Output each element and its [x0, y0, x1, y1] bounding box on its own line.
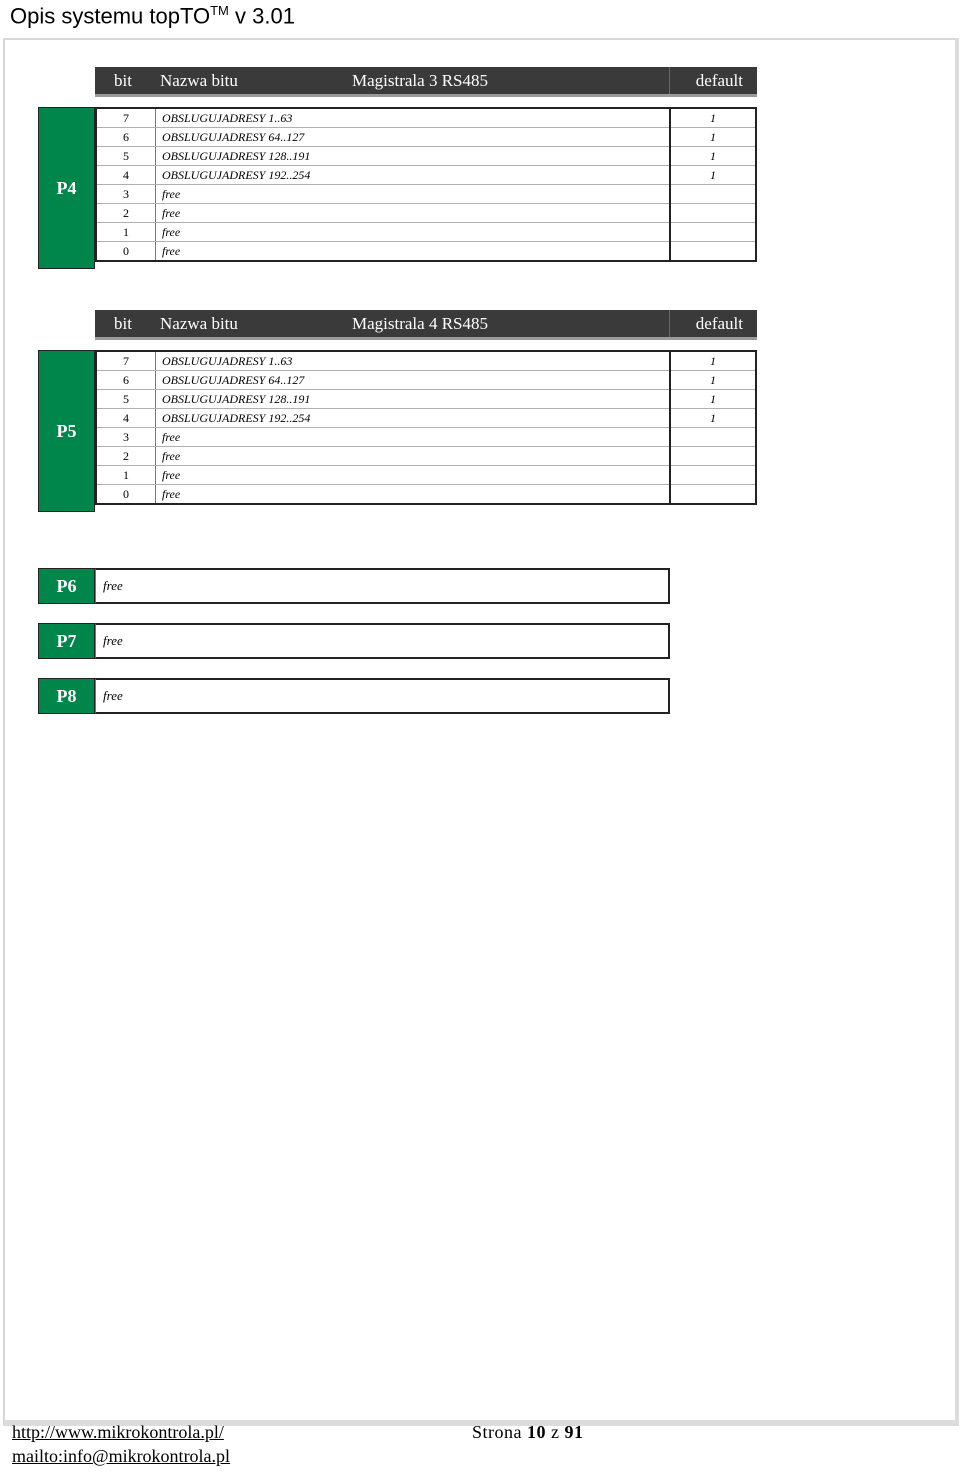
- bit-cell: 0: [96, 242, 156, 262]
- bit-cell: 1: [96, 223, 156, 242]
- trademark-sign: TM: [210, 3, 229, 18]
- default-cell: 1: [670, 147, 756, 166]
- p5-bits-table: [95, 350, 757, 505]
- bit-name-cell: free: [156, 223, 671, 242]
- default-cell: [670, 185, 756, 204]
- table-row: [96, 223, 756, 242]
- bit-name-cell: free: [156, 242, 671, 262]
- header-default: default: [695, 314, 743, 333]
- bit-name-cell: OBSLUGUJADRESY 192..254: [156, 409, 671, 428]
- table-row: [96, 108, 756, 128]
- table-row: [96, 485, 756, 505]
- default-cell: 1: [670, 409, 756, 428]
- p4-table-header: [95, 67, 757, 97]
- default-cell: [670, 428, 756, 447]
- param-value-p7: free: [95, 623, 670, 659]
- param-label-p5: P5: [38, 350, 95, 512]
- footer-email: [12, 1446, 230, 1467]
- param-label-p8: P8: [38, 678, 95, 714]
- table-row: [96, 409, 756, 428]
- default-cell: [670, 223, 756, 242]
- param-label-p4: P4: [38, 107, 95, 269]
- default-cell: [670, 485, 756, 505]
- bit-name-cell: OBSLUGUJADRESY 192..254: [156, 166, 671, 185]
- website-link[interactable]: http://www.mikrokontrola.pl/: [12, 1422, 224, 1442]
- bit-cell: 6: [96, 128, 156, 147]
- header-bit: bit: [114, 71, 132, 90]
- page-current: 10: [527, 1422, 546, 1442]
- table-row: [96, 204, 756, 223]
- page-separator: z: [551, 1422, 560, 1442]
- page-indicator: [472, 1422, 584, 1443]
- table-row: [96, 466, 756, 485]
- document-version: v 3.01: [235, 3, 295, 29]
- default-cell: 1: [670, 371, 756, 390]
- bit-cell: 7: [96, 108, 156, 128]
- bit-name-cell: free: [156, 428, 671, 447]
- table-row: [96, 242, 756, 262]
- table-row: [96, 166, 756, 185]
- table-row: [96, 390, 756, 409]
- bit-cell: 3: [96, 428, 156, 447]
- bit-cell: 7: [96, 351, 156, 371]
- bit-cell: 5: [96, 390, 156, 409]
- table-row: [96, 371, 756, 390]
- bit-name-cell: free: [156, 204, 671, 223]
- header-bus: Magistrala 3 RS485: [352, 71, 488, 90]
- default-cell: 1: [670, 108, 756, 128]
- email-link[interactable]: mailto:info@mikrokontrola.pl: [12, 1446, 231, 1466]
- bit-cell: 0: [96, 485, 156, 505]
- bit-name-cell: free: [156, 185, 671, 204]
- default-cell: 1: [670, 390, 756, 409]
- bit-name-cell: free: [156, 447, 671, 466]
- table-row: [96, 447, 756, 466]
- header-name: Nazwa bitu: [160, 71, 238, 90]
- default-cell: 1: [670, 128, 756, 147]
- bit-name-cell: OBSLUGUJADRESY 1..63: [156, 351, 671, 371]
- bit-cell: 6: [96, 371, 156, 390]
- p5-table-header: [95, 310, 757, 340]
- param-label-p7: P7: [38, 623, 95, 659]
- param-value-p6: free: [95, 568, 670, 604]
- default-cell: [670, 242, 756, 262]
- bit-cell: 2: [96, 204, 156, 223]
- bit-name-cell: OBSLUGUJADRESY 1..63: [156, 108, 671, 128]
- bit-name-cell: OBSLUGUJADRESY 128..191: [156, 390, 671, 409]
- header-bus: Magistrala 4 RS485: [352, 314, 488, 333]
- bit-cell: 2: [96, 447, 156, 466]
- table-row: [96, 351, 756, 371]
- bit-cell: 4: [96, 409, 156, 428]
- table-row: [96, 128, 756, 147]
- table-row: [96, 185, 756, 204]
- bit-name-cell: free: [156, 466, 671, 485]
- header-separator: [669, 67, 670, 94]
- param-value-p8: free: [95, 678, 670, 714]
- default-cell: 1: [670, 351, 756, 371]
- bit-name-cell: free: [156, 485, 671, 505]
- default-cell: [670, 204, 756, 223]
- default-cell: 1: [670, 166, 756, 185]
- bit-cell: 1: [96, 466, 156, 485]
- document-title-text: Opis systemu topTO: [10, 3, 211, 29]
- param-label-p6: P6: [38, 568, 95, 604]
- header-name: Nazwa bitu: [160, 314, 238, 333]
- document-title: [10, 0, 295, 29]
- table-row: [96, 147, 756, 166]
- default-cell: [670, 447, 756, 466]
- bit-cell: 4: [96, 166, 156, 185]
- footer-website: [12, 1422, 224, 1443]
- bit-cell: 5: [96, 147, 156, 166]
- table-row: [96, 428, 756, 447]
- bit-name-cell: OBSLUGUJADRESY 64..127: [156, 128, 671, 147]
- header-bit: bit: [114, 314, 132, 333]
- header-separator: [669, 310, 670, 337]
- header-default: default: [695, 71, 743, 90]
- bit-cell: 3: [96, 185, 156, 204]
- default-cell: [670, 466, 756, 485]
- p4-bits-table: [95, 107, 757, 262]
- page-total: 91: [564, 1422, 584, 1442]
- bit-name-cell: OBSLUGUJADRESY 64..127: [156, 371, 671, 390]
- bit-name-cell: OBSLUGUJADRESY 128..191: [156, 147, 671, 166]
- page-prefix: Strona: [472, 1422, 522, 1442]
